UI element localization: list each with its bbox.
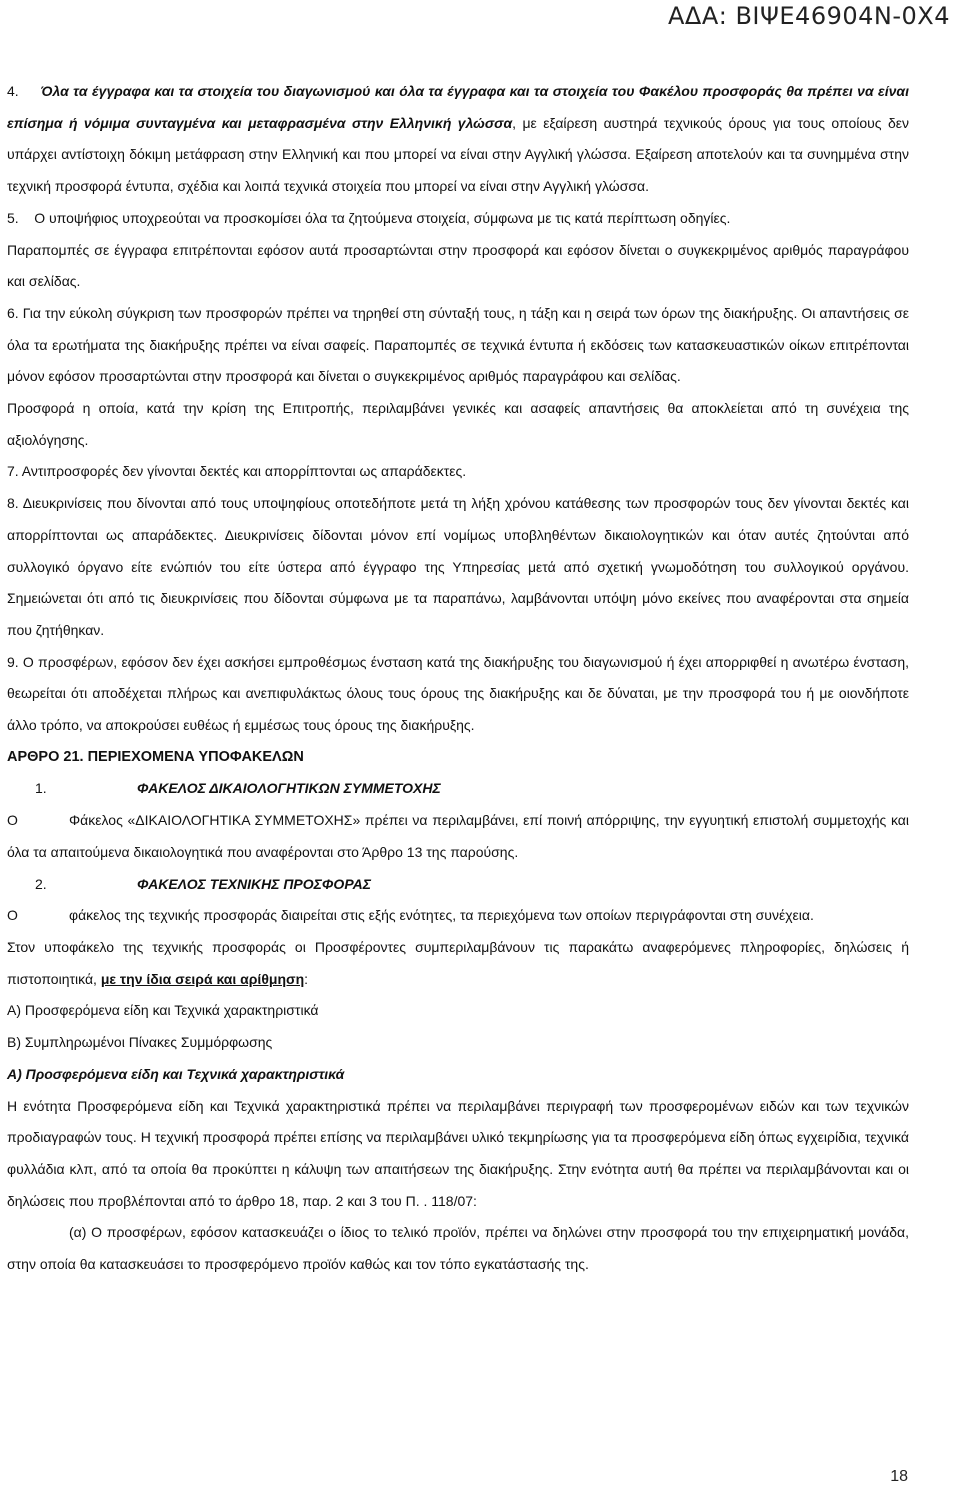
subsection-1-paragraph: Ο Φάκελος «ΔΙΚΑΙΟΛΟΓΗΤΙΚΑ ΣΥΜΜΕΤΟΧΗΣ» πρέπει να περιλαμβάνει, επί ποινή απόρριψης, την εγγυητική επιστολή συμμετοχής και όλα τα απαιτούμενα δικαιολογητικά που αναφέρονται στο Άρθρο 13 της παρούσης. [7,812,909,860]
section-a-paragraph: Η ενότητα Προσφερόμενα είδη και Τεχνικά χαρακτηριστικά πρέπει να περιλαμβάνει περιγραφή των προσφερομένων ειδών και των τεχνικών προδιαγραφών τους. Η τεχνική προσφορά πρέπει επίσης να περιλαμβάνει υλικό τεκμηρίωσης για τα προσφερόμενα είδη όπως εγχειρίδια, τεχνικά φυλλάδια κλπ, από τα οποία θα προκύπτει η κάλυψη των απαιτήσεων της διακήρυξης. Στην ενότητα αυτή θα πρέπει να περιλαμβάνονται και οι δηλώσεις που προβλέπονται από το άρθρο 18, παρ. 2 και 3 του Π. . 118/07: [7,1097,909,1209]
paragraph-5: 5. Ο υποψήφιος υποχρεούται να προσκομίσει όλα τα ζητούμενα στοιχεία, σύμφωνα με τις κατά περίπτωση οδηγίες. [7,209,731,226]
subsection-1-title: ΦΑΚΕΛΟΣ ΔΙΚΑΙΟΛΟΓΗΤΙΚΩΝ ΣΥΜΜΕΤΟΧΗΣ [137,780,441,797]
section-a-item-a: (α) Ο προσφέρων, εφόσον κατασκευάζει ο ίδιος το τελικό προϊόν, πρέπει να δηλώνει στην προσφορά του την επιχειρηματική μονάδα, στην οποία θα κατασκευάσει το προσφερόμενο προϊόν καθώς και τον τόπο εγκατάστασής της. [7,1224,909,1273]
subsection-1-heading: 1. ΦΑΚΕΛΟΣ ΔΙΚΑΙΟΛΟΓΗΤΙΚΩΝ ΣΥΜΜΕΤΟΧΗΣ [7,773,909,805]
paragraph-4-rest: , με εξαίρεση αυστηρά τεχνικούς όρους για τους οποίους δεν υπάρχει αντίστοιχη δόκιμη μετάφραση στην Ελληνική και που μπορεί να είναι στην Αγγλική γλώσσα. Εξαίρεση αποτελούν και τα συνημμένα στην τεχνική προσφορά έντυπα, σχέδια και λοιπά τεχνικά στοιχεία που μπορεί να είναι στην Αγγλική γλώσσα. [7,114,909,195]
paragraph-6: 6. Για την εύκολη σύγκριση των προσφορών πρέπει να τηρηθεί στη σύνταξή τους, η τάξη και η σειρά των όρων της διακήρυξης. Οι απαντήσεις σε όλα τα ερωτήματα της διακήρυξης πρέπει να είναι σαφείς. Παραπομπές σε τεχνικά έντυπα ή εκδόσεις των κατασκευαστικών οίκων επιτρέπονται μόνον εφόσον προσαρτώνται στην προσφορά και δίνεται ο συγκεκριμένος αριθμός παραγράφου και σελίδας. [7,304,909,385]
page-number: 18 [890,1468,908,1485]
section-a-heading: Α) Προσφερόμενα είδη και Τεχνικά χαρακτηριστικά [7,1065,345,1082]
subsection-2-paragraph: Ο φάκελος της τεχνικής προσφοράς διαιρείται στις εξής ενότητες, τα περιεχόμενα των οποίων περιγράφονται στη συνέχεια. [7,907,814,924]
paragraph-8: 8. Διευκρινίσεις που δίνονται από τους υποψηφίους οποτεδήποτε μετά τη λήξη χρόνου κατάθεσης των προσφορών τους δεν γίνονται δεκτές και απορρίπτονται ως απαράδεκτες. Διευκρινίσεις δίδονται μόνον επί νομίμως υποβληθέντων δικαιολογητικών και όταν αυτές ζητούνται από συλλογικό όργανο είτε ενώπιόν του είτε ύστερα από έγγραφο της Υπηρεσίας μετά από σχετική γνωμοδότηση του συλλογικού οργάνου. Σημειώνεται ότι από τις διευκρινίσεις που δίδονται σύμφωνα με τα παραπάνω, λαμβάνονται υπόψη μόνο εκείνες που αναφέρονται στα σημεία που ζητήθηκαν. [7,495,909,638]
document-ada-code: ΑΔΑ: ΒΙΨΕ46904Ν-0Χ4 [667,2,950,30]
subsection-2-instructions: Στον υποφάκελο της τεχνικής προσφοράς οι Προσφέροντες συμπεριλαμβάνουν τις παρακάτω αναφερόμενες πληροφορίες, δηλώσεις ή πιστοποιητικά, με την ίδια σειρά και αρίθμηση: [7,938,909,987]
paragraph-6b: Προσφορά η οποία, κατά την κρίση της Επιτροπής, περιλαμβάνει γενικές και ασαφείς απαντήσεις θα αποκλείεται από τη συνέχεια της αξιολόγησης. [7,400,909,448]
paragraph-4-bold: Όλα τα έγγραφα και τα στοιχεία του διαγωνισμού και όλα τα έγγραφα και τα στοιχεία του Φακέλου προσφοράς θα πρέπει να είναι επίσημα ή νόμιμα συνταγμένα και μεταφρασμένα στην Ελληνική γλώσσα [7,83,909,131]
list-item-a: Α) Προσφερόμενα είδη και Τεχνικά χαρακτηριστικά [7,1002,319,1019]
subsection-2-heading: 2. ΦΑΚΕΛΟΣ ΤΕΧΝΙΚΗΣ ΠΡΟΣΦΟΡΑΣ [7,869,909,901]
article-heading: ΑΡΘΡΟ 21. ΠΕΡΙΕΧΟΜΕΝΑ ΥΠΟΦΑΚΕΛΩΝ [7,748,304,765]
emphasis-order: με την ίδια σειρά και αρίθμηση [100,970,305,987]
paragraph-7: 7. Αντιπροσφορές δεν γίνονται δεκτές και απορρίπτονται ως απαράδεκτες. [7,463,467,480]
paragraph-5b: Παραπομπές σε έγγραφα επιτρέπονται εφόσον αυτά προσαρτώνται στην προσφορά και εφόσον δίνεται ο συγκεκριμένος αριθμός παραγράφου και σελίδας. [7,241,909,290]
paragraph-9: 9. Ο προσφέρων, εφόσον δεν έχει ασκήσει εμπροθέσμως ένσταση κατά της διακήρυξης του διαγωνισμού ή έχει απορριφθεί η ανωτέρω ένσταση, θεωρείται ότι αποδέχεται πλήρως και ανεπιφυλάκτως όλους τους όρους της διακήρυξης και δε δύναται, με την προσφορά του ή με οιονδήποτε άλλο τρόπο, να αποκρούσει ευθέως ή εμμέσως τους όρους της διακήρυξης. [7,653,909,734]
list-item-b: Β) Συμπληρωμένοι Πίνακες Συμμόρφωσης [7,1034,273,1051]
paragraph-4: 4. Όλα τα έγγραφα και τα στοιχεία του διαγωνισμού και όλα τα έγγραφα και τα στοιχεία του Φακέλου προσφοράς θα πρέπει να είναι επίσημα ή νόμιμα συνταγμένα και μεταφρασμένα στην Ελληνική γλώσσα, με εξαίρεση αυστηρά τεχνικούς όρους για τους οποίους δεν υπάρχει αντίστοιχη δόκιμη μετάφραση στην Ελληνική και που μπορεί να είναι στην Αγγλική γλώσσα. Εξαίρεση αποτελούν και τα συνημμένα στην τεχνική προσφορά έντυπα, σχέδια και λοιπά τεχνικά στοιχεία που μπορεί να είναι στην Αγγλική γλώσσα. [7,83,909,195]
subsection-2-title: ΦΑΚΕΛΟΣ ΤΕΧΝΙΚΗΣ ΠΡΟΣΦΟΡΑΣ [137,875,371,892]
document-body [7,76,909,1281]
